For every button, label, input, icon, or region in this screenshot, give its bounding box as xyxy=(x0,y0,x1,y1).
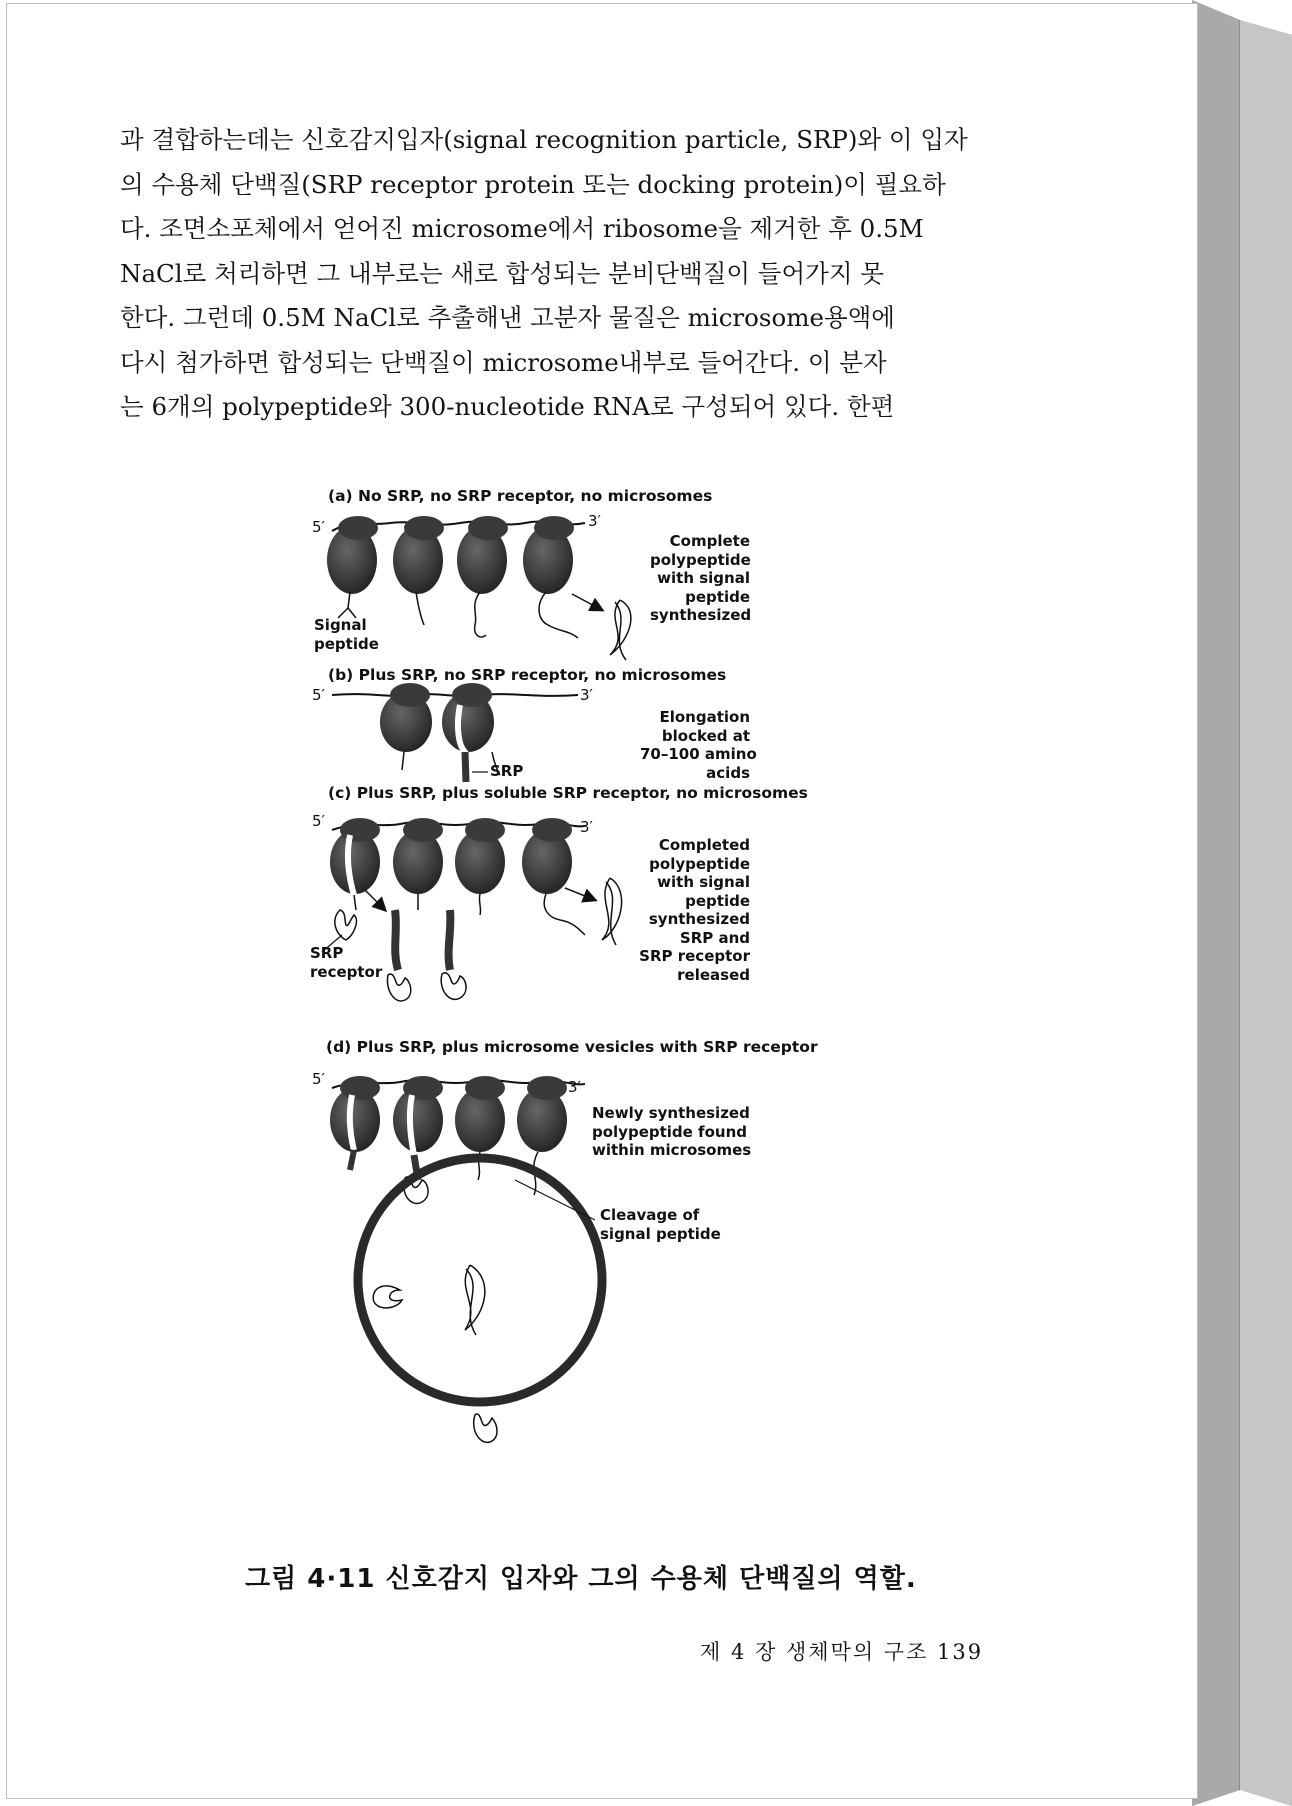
paragraph-line-1: 과 결합하는데는 신호감지입자(signal recognition particle, SRP)와 이 입자 xyxy=(120,125,968,154)
ribosome-d-2 xyxy=(393,1076,443,1152)
paragraph-line-3: 다. 조면소포체에서 얻어진 microsome에서 ribosome을 제거한 후 0.5M xyxy=(120,214,924,243)
panel-b-note: Elongation blocked at 70–100 amino acids xyxy=(640,708,757,782)
panel-b-title: (b) Plus SRP, no SRP receptor, no microsomes xyxy=(328,666,727,684)
panel-b-5prime: 5′ xyxy=(312,686,325,704)
panel-c-title: (c) Plus SRP, plus soluble SRP receptor, no microsomes xyxy=(328,784,808,802)
paragraph-line-6: 다시 첨가하면 합성되는 단백질이 microsome내부로 들어간다. 이 분자 xyxy=(120,347,887,377)
panel-d-note: Newly synthesized polypeptide found within microsomes xyxy=(592,1104,752,1159)
srp-label: SRP xyxy=(490,762,524,780)
ribosome-c-2 xyxy=(393,818,443,894)
panel-d-title: (d) Plus SRP, plus microsome vesicles with SRP receptor xyxy=(326,1038,818,1056)
ribosome-d-4 xyxy=(517,1076,567,1152)
body-paragraph xyxy=(120,118,1050,430)
ribosome-b-1 xyxy=(380,683,432,752)
ribosome-b-2 xyxy=(442,683,494,752)
ribosome-c-3 xyxy=(455,818,505,894)
panel-c-3prime: 3′ xyxy=(580,818,593,836)
paragraph-line-5: 한다. 그런데 0.5M NaCl로 추출해낸 고분자 물질은 microsome용액에 xyxy=(120,303,895,332)
panel-d-5prime: 5′ xyxy=(312,1070,325,1088)
panel-b-drawing xyxy=(332,683,578,782)
panel-d-3prime: 3′ xyxy=(568,1078,581,1096)
signal-peptide-label: Signal peptide xyxy=(314,616,379,653)
panel-a-5prime: 5′ xyxy=(312,518,325,536)
panel-a-title: (a) No SRP, no SRP receptor, no microsomes xyxy=(328,487,713,505)
panel-b-3prime: 3′ xyxy=(580,686,593,704)
srp-receptor-label: SRP receptor xyxy=(310,944,383,981)
ribosome-c-4 xyxy=(522,818,572,894)
ribosome-c-1 xyxy=(330,818,380,894)
panel-c-5prime: 5′ xyxy=(312,812,325,830)
paragraph-line-7: 는 6개의 polypeptide와 300-nucleotide RNA로 구성되어 있다. 한편 xyxy=(120,392,895,421)
ribosome-a-3 xyxy=(457,516,508,594)
cleavage-label: Cleavage of signal peptide xyxy=(600,1206,721,1243)
ribosome-d-1 xyxy=(330,1076,380,1152)
figure-caption: 그림 4·11 신호감지 입자와 그의 수용체 단백질의 역할. xyxy=(245,1564,917,1594)
panel-d-drawing xyxy=(330,1076,602,1442)
page-footer: 제 4 장 생체막의 구조 139 xyxy=(700,1640,984,1664)
panel-c-note: Completed polypeptide with signal peptide synthesized SRP and SRP receptor released xyxy=(639,836,750,984)
paragraph-line-2: 의 수용체 단백질(SRP receptor protein 또는 docking protein)이 필요하 xyxy=(120,169,946,199)
ribosome-a-4 xyxy=(523,516,574,594)
panel-a-note: Complete polypeptide with signal peptide synthesized xyxy=(650,532,752,624)
ribosome-a-2 xyxy=(393,516,444,594)
ribosome-d-3 xyxy=(455,1076,505,1152)
book-edge xyxy=(1192,0,1292,1806)
panel-a-3prime: 3′ xyxy=(588,512,601,530)
ribosome-a-1 xyxy=(327,516,378,594)
paragraph-line-4: NaCl로 처리하면 그 내부로는 새로 합성되는 분비단백질이 들어가지 못 xyxy=(120,258,884,288)
srp-figure xyxy=(310,487,870,1550)
figure-drawing xyxy=(310,490,870,1550)
